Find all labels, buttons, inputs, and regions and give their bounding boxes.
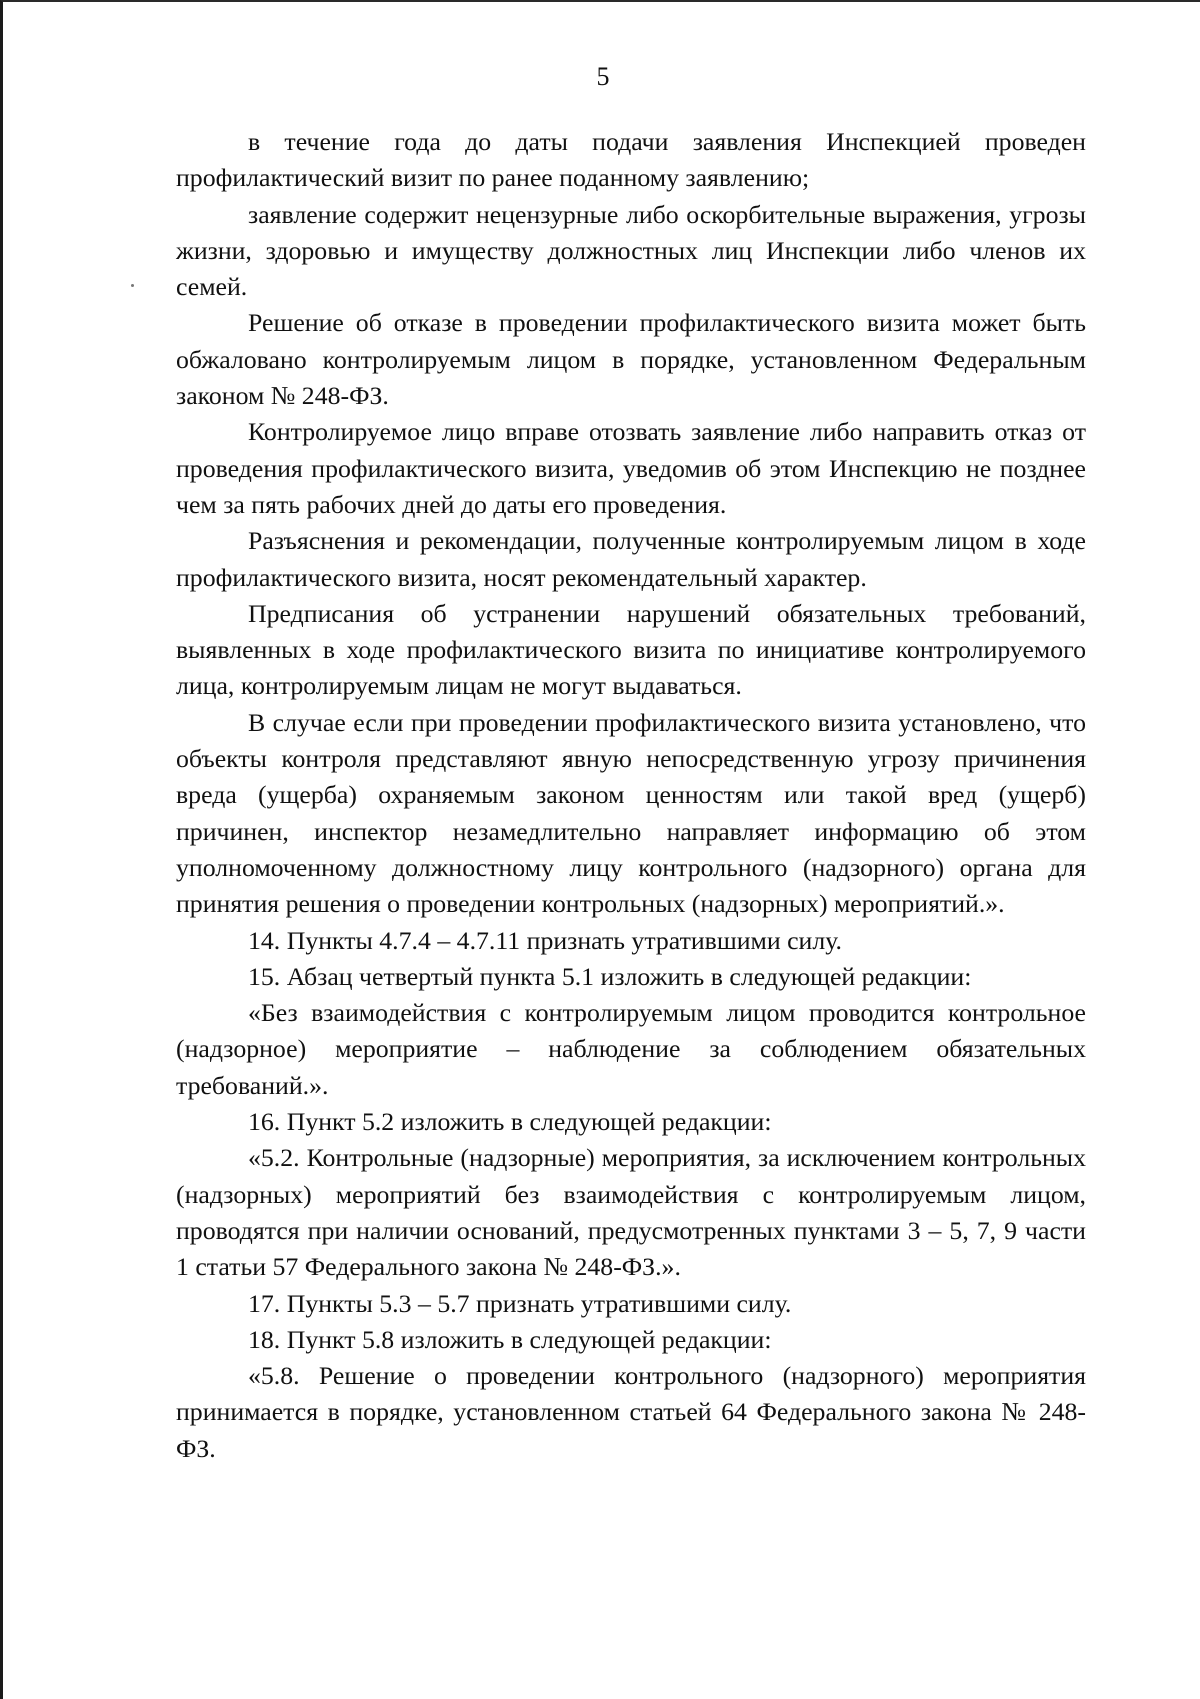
quote-observation: «Без взаимодействия с контролируемым лицом проводится контрольное (надзорное) мероприятие – наблюдение за соблюдением обязательных требований.». bbox=[176, 998, 1086, 1100]
paragraph-visit-within-year: в течение года до даты подачи заявления Инспекцией проведен профилактический визит по ранее поданному заявлению; bbox=[176, 127, 1086, 193]
paragraph-withdraw-application: Контролируемое лицо вправе отозвать заявление либо направить отказ от проведения профилактического визита, уведомив об этом Инспекцию не позднее чем за пять рабочих дней до даты его проведения. bbox=[176, 417, 1086, 519]
paragraph-refusal-appeal: Решение об отказе в проведении профилактического визита может быть обжаловано контролируемым лицом в порядке, установленном Федеральным законом № 248-ФЗ. bbox=[176, 308, 1086, 411]
quote-5-2: «5.2. Контрольные (надзорные) мероприятия, за исключением контрольных (надзорных) мероприятий без взаимодействия с контролируемым лицом, проводятся при наличии оснований, предусмотренных пунктами 3 – 5, 7, 9 части 1 статьи 57 Федерального закона № 248-ФЗ.». bbox=[176, 1143, 1086, 1282]
item-18: 18. Пункт 5.8 изложить в следующей редакции: bbox=[248, 1324, 772, 1354]
paragraph-prescriptions: Предписания об устранении нарушений обязательных требований, выявленных в ходе профилактического визита по инициативе контролируемого лица, контролируемым лицам не могут выдаваться. bbox=[176, 598, 1086, 701]
document-body bbox=[176, 124, 1086, 1467]
paragraph-offensive-statement: заявление содержит нецензурные либо оскорбительные выражения, угрозы жизни, здоровью и имуществу должностных лиц Инспекции либо членов их семей. bbox=[176, 199, 1086, 302]
page-number: 5 bbox=[596, 62, 610, 91]
item-17: 17. Пункты 5.3 – 5.7 признать утратившими силу. bbox=[248, 1288, 792, 1318]
quote-5-8: «5.8. Решение о проведении контрольного (надзорного) мероприятия принимается в порядке, установленном статьей 64 Федерального закона № 248-ФЗ. bbox=[176, 1361, 1086, 1463]
item-14: 14. Пункты 4.7.4 – 4.7.11 признать утратившими силу. bbox=[248, 925, 842, 955]
paragraph-direct-threat: В случае если при проведении профилактического визита установлено, что объекты контроля представляют явную непосредственную угрозу причинения вреда (ущерба) охраняемым законом ценностям или такой вред (ущерб) причинен, инспектор незамедлительно направляет информацию об этом уполномоченному должностному лицу контрольного (надзорного) органа для принятия решения о проведении контрольных (надзорных) мероприятий.». bbox=[176, 707, 1086, 919]
scan-dust-mark bbox=[131, 284, 134, 287]
item-15: 15. Абзац четвертый пункта 5.1 изложить в следующей редакции: bbox=[248, 961, 972, 991]
paragraph-recommendations: Разъяснения и рекомендации, полученные контролируемым лицом в ходе профилактического визита, носят рекомендательный характер. bbox=[176, 526, 1086, 592]
item-16: 16. Пункт 5.2 изложить в следующей редакции: bbox=[248, 1107, 772, 1137]
